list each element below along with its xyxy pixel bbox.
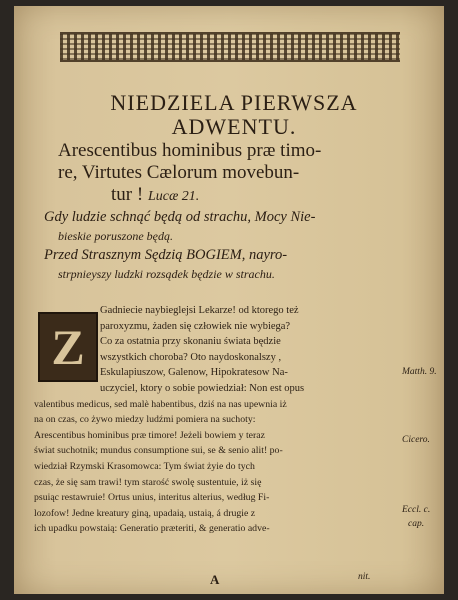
margin-note-matthew: Matth. 9. xyxy=(402,367,437,377)
body-line: Co za ostatnia przy skonaniu świata będzie xyxy=(100,336,281,348)
catchword: A xyxy=(210,572,220,587)
body-line: wszystkich choroba? Oto naydoskonalszy , xyxy=(100,351,282,363)
latin-verse-end: tur ! xyxy=(111,184,144,205)
latin-verse-line-2: re, Virtutes Cælorum movebun- xyxy=(58,162,300,183)
page-subtitle: ADWENTU. xyxy=(171,114,297,139)
drop-cap-initial: Z xyxy=(38,312,98,382)
body-line: paroxyzmu, żaden się człowiek nie wybiega? xyxy=(100,320,291,332)
polish-verse-line-3: Przed Strasznym Sędzią BOGIEM, nayro- xyxy=(44,247,288,263)
body-line: wiedział Rzymski Krasomowca: Tym świat żyie do tych xyxy=(34,461,255,472)
scripture-reference: Lucæ 21. xyxy=(147,189,200,204)
body-line: świat suchotnik; mundus consumptione sui, se & senio alit! po- xyxy=(34,445,283,457)
margin-note-cap: cap. xyxy=(408,519,425,529)
catchword-continuation: nit. xyxy=(358,572,371,582)
body-line: uczyciel, ktory o sobie powiedział: Non est opus xyxy=(100,383,305,394)
body-line: valentibus medicus, sed malè habentibus, dziś na nas upewnia iż xyxy=(34,398,287,410)
body-line: na on czas, co żywo miedzy ludźmi pomiera na suchoty: xyxy=(34,414,256,426)
margin-note-cicero: Cicero. xyxy=(402,435,430,445)
margin-note-eccl: Eccl. c. xyxy=(402,505,431,515)
latin-verse-line-1: Arescentibus hominibus præ timo- xyxy=(58,140,322,161)
body-line: ich upadku powstaią: Generatio præteriti, & generatio adve- xyxy=(34,523,270,535)
body-line: czas, że się sam trawi! tym starość swolę sustentuie, iż się xyxy=(34,476,262,488)
latin-verse-line-3 xyxy=(111,184,311,208)
body-line: Arescentibus hominibus præ timore! Jeżeli bowiem y teraz xyxy=(34,429,265,441)
body-line: lozofow! Jedne kreatury giną, upadaią, ustaią, á drugie z xyxy=(34,507,256,519)
book-page xyxy=(14,6,444,594)
body-line: Eskulapiuszow, Galenow, Hipokratesow Na- xyxy=(100,367,288,379)
body-line: Gadniecie naybieglejsi Lekarze! od ktorego też xyxy=(100,305,299,316)
page-title: NIEDZIELA PIERWSZA xyxy=(110,90,358,115)
body-line: psuiąc restawruie! Ortus unius, interitus alterius, według Fi- xyxy=(34,492,270,504)
decorative-headpiece xyxy=(60,32,400,62)
polish-verse-line-2: bieskie poruszone będą. xyxy=(58,229,173,243)
polish-verse-line-4: strpnieyszy ludzki rozsądek będzie w strachu. xyxy=(58,267,275,281)
polish-verse-line-1: Gdy ludzie schnąć będą od strachu, Mocy Nie- xyxy=(44,209,316,225)
